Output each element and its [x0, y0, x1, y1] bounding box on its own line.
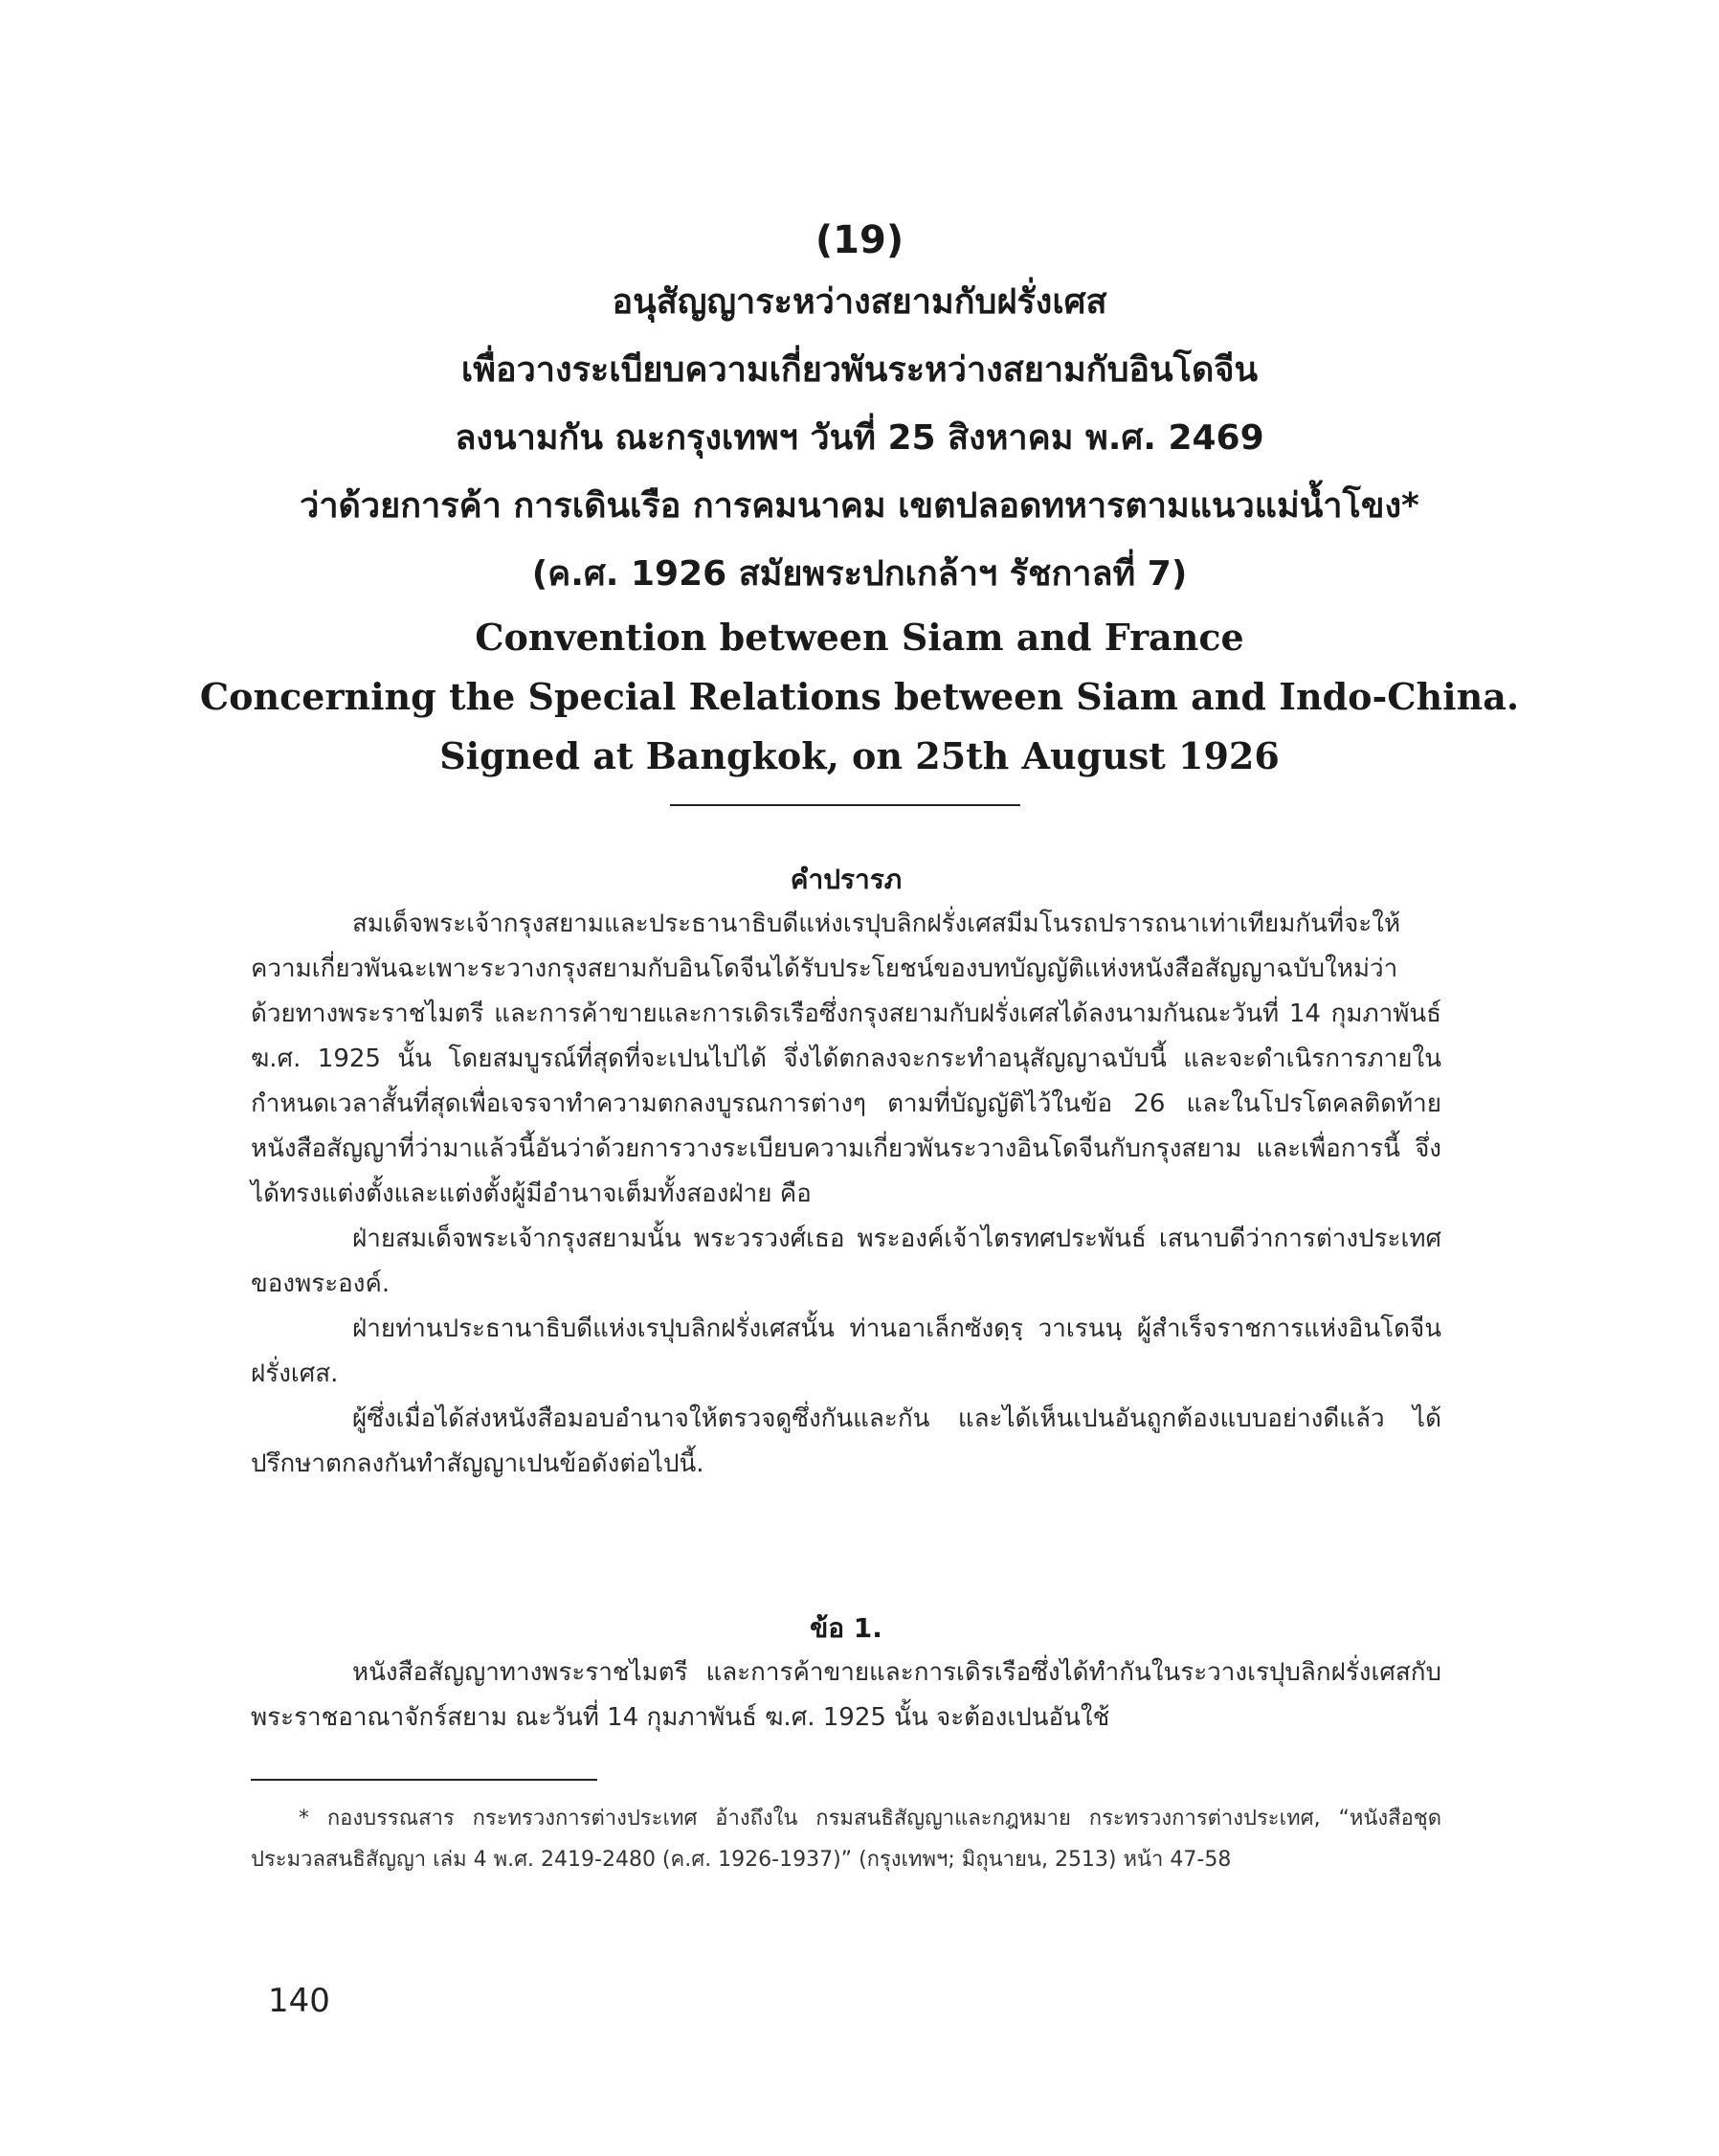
preamble-paragraph-2: ฝ่ายสมเด็จพระเจ้ากรุงสยามนั้น พระวรวงศ์เธอ พระองค์เจ้าไตรทศประพันธ์ เสนาบดีว่าการต่างประเทศของพระองค์. — [251, 1224, 1441, 1298]
english-title-line-2: Concerning the Special Relations between Siam and Indo-China. — [199, 675, 1520, 718]
article-1-heading: ข้อ 1. — [810, 1612, 882, 1644]
preamble-paragraph-4: ผู้ซึ่งเมื่อได้ส่งหนังสือมอบอำนาจให้ตรวจดูซึ่งกันและกัน และได้เห็นเปนอันถูกต้องแบบอย่างดีแล้ว ได้ปรึกษาตกลงกันทำสัญญาเปนข้อดังต่อไปนี้. — [251, 1404, 1441, 1478]
thai-title-line-4: ว่าด้วยการค้า การเดินเรือ การคมนาคม เขตปลอดทหารตามแนวแม่น้ำโขง* — [300, 486, 1419, 526]
preamble-section — [251, 858, 1441, 1487]
footnote: * กองบรรณสาร กระทรวงการต่างประเทศ อ้างถึงใน กรมสนธิสัญญาและกฎหมาย กระทรวงการต่างประเทศ, “หนังสือชุดประมวลสนธิสัญญา เล่ม 4 พ.ศ. 2419-2480 (ค.ศ. 1926-1937)” (กรุงเทพฯ; มิถุนายน, 2513) หน้า 47-58 — [251, 1807, 1441, 1872]
thai-title-line-3: ลงนามกัน ณะกรุงเทพฯ วันที่ 25 สิงหาคม พ.ศ. 2469 — [455, 418, 1264, 458]
title-block — [144, 213, 1575, 786]
thai-title-line-1: อนุสัญญาระหว่างสยามกับฝรั่งเศส — [612, 282, 1107, 322]
article-1-section — [251, 1606, 1441, 1741]
english-title-line-1: Convention between Siam and France — [475, 616, 1244, 659]
thai-title-line-5: (ค.ศ. 1926 สมัยพระปกเกล้าฯ รัชกาลที่ 7) — [531, 554, 1188, 594]
thai-title-line-2: เพื่อวางระเบียบความเกี่ยวพันระหว่างสยามกับอินโดจีน — [460, 350, 1259, 390]
article-1-paragraph-1: หนังสือสัญญาทางพระราชไมตรี และการค้าขายและการเดิรเรือซึ่งได้ทำกันในระวางเรปุบลิกฝรั่งเศสกับพระราชอาณาจักร์สยาม ณะวันที่ 14 กุมภาพันธ์ ฆ.ศ. 1925 นั้น จะต้องเปนอันใช้ — [251, 1658, 1441, 1732]
footnote-divider — [251, 1779, 597, 1781]
title-divider — [670, 804, 1020, 806]
preamble-heading: คำปรารภ — [790, 864, 903, 895]
page-number: 140 — [268, 1982, 330, 2020]
preamble-paragraph-1: สมเด็จพระเจ้ากรุงสยามและประธานาธิบดีแห่งเรปุบลิกฝรั่งเศสมีมโนรถปรารถนาเท่าเทียมกันที่จะให้ความเกี่ยวพันฉะเพาะระวางกรุงสยามกับอินโดจีนได้รับประโยชน์ของบทบัญญัติแห่งหนังสือสัญญาฉบับใหม่ว่าด้วยทางพระราชไมตรี และการค้าขายและการเดิรเรือซึ่งกรุงสยามกับฝรั่งเศสได้ลงนามกันณะวันที่ 14 กุมภาพันธ์ ฆ.ศ. 1925 นั้น โดยสมบูรณ์ที่สุดที่จะเปนไปได้ จึ่งได้ตกลงจะกระทำอนุสัญญาฉบับนี้ และจะดำเนิรการภายในกำหนดเวลาสั้นที่สุดเพื่อเจรจาทำความตกลงบูรณการต่างๆ ตามที่บัญญัติไว้ในข้อ 26 และในโปรโตคลติดท้ายหนังสือสัญญาที่ว่ามาแล้วนี้อันว่าด้วยการวางระเบียบความเกี่ยวพันระวางอินโดจีนกับกรุงสยาม และเพื่อการนี้ จึ่งได้ทรงแต่งตั้งและแต่งตั้งผู้มีอำนาจเต็มทั้งสองฝ่าย คือ — [251, 910, 1441, 1208]
document-number: (19) — [815, 218, 904, 262]
english-title-line-3: Signed at Bangkok, on 25th August 1926 — [439, 734, 1280, 777]
preamble-paragraph-3: ฝ่ายท่านประธานาธิบดีแห่งเรปุบลิกฝรั่งเศสนั้น ท่านอาเล็กซังดฺรฺ วาเรนนฺ ผู้สำเร็จราชการแห่งอินโดจีนฝรั่งเศส. — [251, 1314, 1441, 1388]
